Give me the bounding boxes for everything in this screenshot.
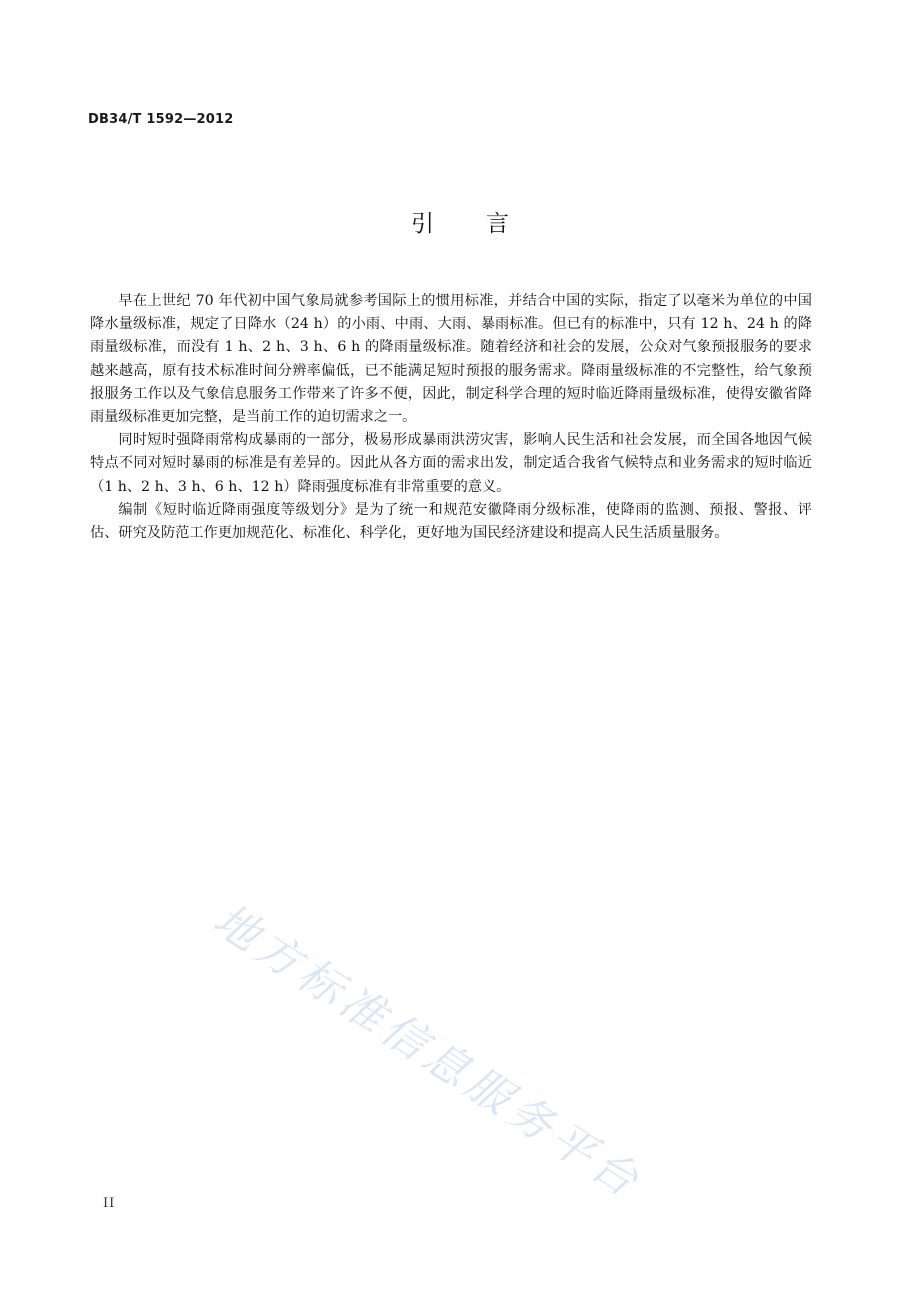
paragraph-1: 早在上世纪 70 年代初中国气象局就参考国际上的惯用标准，并结合中国的实际，指定了以毫米为单位的中国降水量级标准，规定了日降水（24 h）的小雨、中雨、大雨、暴雨标准。但已有的标准中，只有 12 h、24 h 的降雨量级标准，而没有 1 h、2 h、3 h、6 h 的降雨量级标准。随着经济和社会的发展，公众对气象预报服务的要求越来越高，原有技术标准时间分辨率偏低，已不能满足短时预报的服务需求。降雨量级标准的不完整性，给气象预报服务工作以及气象信息服务工作带来了许多不便，因此，制定科学合理的短时临近降雨量级标准，使得安徽省降雨量级标准更加完整，是当前工作的迫切需求之一。 bbox=[90, 293, 812, 426]
introduction-body bbox=[90, 290, 812, 545]
paragraph-2: 同时短时强降雨常构成暴雨的一部分，极易形成暴雨洪涝灾害，影响人民生活和社会发展，而全国各地因气候特点不同对短时暴雨的标准是有差异的。因此从各方面的需求出发，制定适合我省气候特点和业务需求的短时临近（1 h、2 h、3 h、6 h、12 h）降雨强度标准有非常重要的意义。 bbox=[90, 432, 812, 495]
section-title: 引言 bbox=[411, 211, 561, 237]
paragraph-3: 编制《短时临近降雨强度等级划分》是为了统一和规范安徽降雨分级标准，使降雨的监测、预报、警报、评估、研究及防范工作更加规范化、标准化、科学化，更好地为国民经济建设和提高人民生活质量服务。 bbox=[90, 501, 812, 542]
standard-code: DB34/T 1592—2012 bbox=[88, 112, 234, 127]
watermark-text: 地方标准信息服务平台 bbox=[204, 894, 652, 1210]
page-number: II bbox=[103, 1196, 116, 1211]
